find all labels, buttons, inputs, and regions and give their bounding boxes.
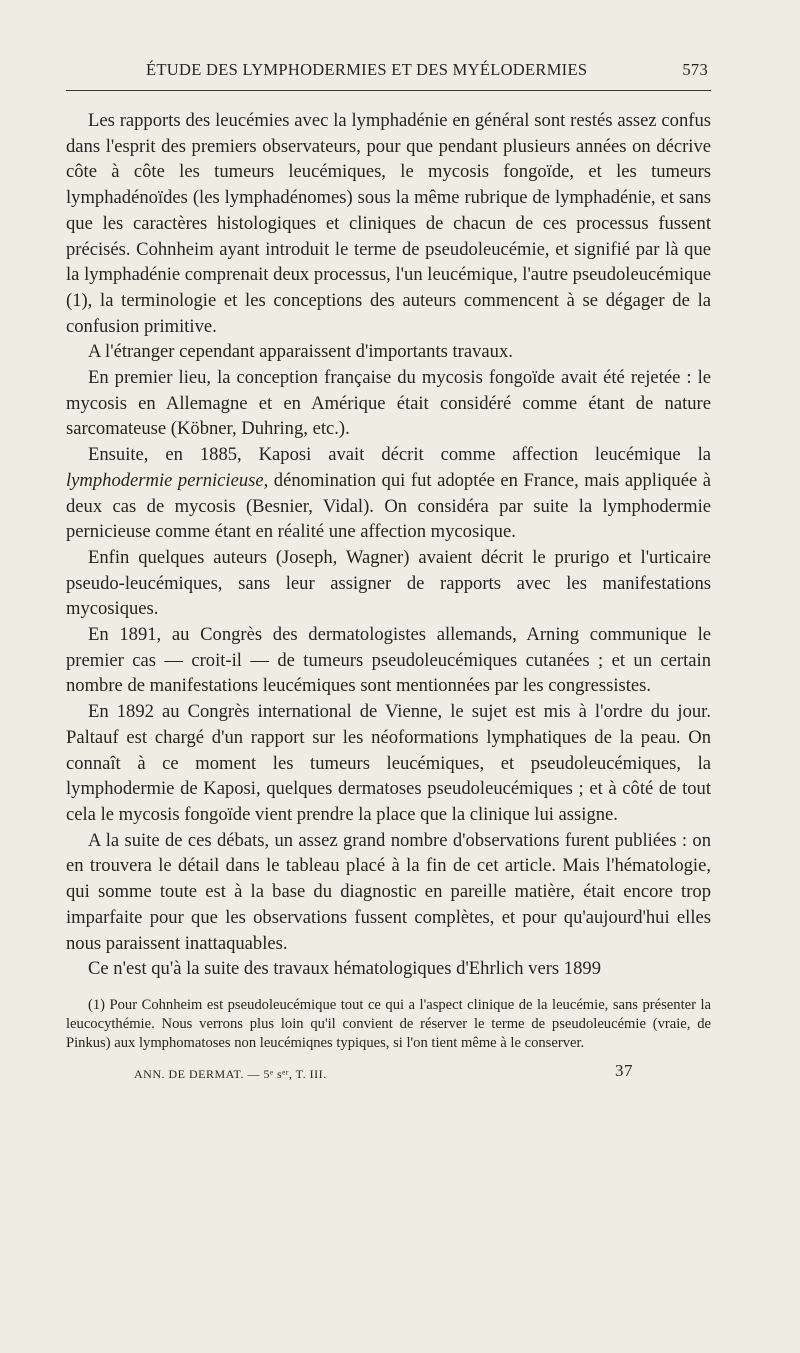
signature-mark: 37 bbox=[615, 1060, 633, 1080]
journal-reference: ANN. DE DERMAT. — 5ᵉ sᵉʳ, T. III. bbox=[134, 1066, 327, 1081]
paragraph-4 bbox=[66, 442, 711, 545]
footnote-1: (1) Pour Cohnheim est pseudoleucémique tout ce qui a l'aspect clinique de la leucémie, sans présenter la leucocythémie. Nous verrons plus loin qu'il convient de réserver le terme de pseudoleucémie (vraie, de Pinkus) aux lymphomatoses non leucémiqnes typiques, si l'on tient même à le conserver. bbox=[66, 996, 711, 1051]
paragraph-9: Ce n'est qu'à la suite des travaux hématologiques d'Ehrlich vers 1899 bbox=[88, 958, 601, 980]
paragraph-5: Enfin quelques auteurs (Joseph, Wagner) avaient décrit le prurigo et l'urticaire pseudo-leucémiques, sans leur assigner de rapports avec les manifestations mycosiques. bbox=[66, 546, 711, 620]
paragraph-6: En 1891, au Congrès des dermatologistes allemands, Arning communique le premier cas — croit-il — de tumeurs pseudoleucémiques cutanées ; et un certain nombre de manifestations leucémiques sont mentionnées par les congressistes. bbox=[66, 624, 711, 697]
paragraph-3: En premier lieu, la conception française du mycosis fongoïde avait été rejetée : le mycosis en Allemagne et en Amérique était considéré comme étant de nature sarcomateuse (Köbner, Duhring, etc.). bbox=[66, 367, 711, 440]
main-text bbox=[66, 108, 711, 982]
running-title: ÉTUDE DES LYMPHODERMIES ET DES MYÉLODERMIES bbox=[146, 60, 588, 79]
paragraph-7: En 1892 au Congrès international de Vienne, le sujet est mis à l'ordre du jour. Paltauf est chargé d'un rapport sur les néoformations lymphatiques de la peau. On connaît à ce moment les tumeurs leucémiques, et pseudoleucémiques, la lymphodermie de Kaposi, quelques dermatoses pseudoleucémiques ; et à côté de tout cela le mycosis fongoïde vient prendre la place que la clinique lui assigne. bbox=[66, 701, 711, 825]
page-footer bbox=[66, 1061, 711, 1085]
paragraph-4-italic-term: lymphodermie pernicieuse, bbox=[66, 469, 269, 491]
header-rule bbox=[66, 90, 711, 91]
running-header bbox=[66, 52, 711, 82]
page-number: 573 bbox=[682, 60, 708, 79]
footnote bbox=[66, 996, 711, 1053]
paragraph-8: A la suite de ces débats, un assez grand nombre d'observations furent publiées : on en trouvera le détail dans le tableau placé à la fin de cet article. Mais l'hématologie, qui somme toute est à la base du diagnostic en pareille matière, était encore trop imparfaite pour que les observations fussent complètes, et pour qu'aujourd'hui elles nous paraissent inattaquables. bbox=[66, 829, 711, 954]
paragraph-2: A l'étranger cependant apparaissent d'importants travaux. bbox=[88, 341, 513, 363]
paragraph-4-start: Ensuite, en 1885, Kaposi avait décrit comme affection leucémique la bbox=[88, 444, 711, 466]
paragraph-1: Les rapports des leucémies avec la lymphadénie en général sont restés assez confus dans l'esprit des premiers observateurs, pour que pendant plusieurs années on décrive côte à côte les tumeurs leucémiques, le mycosis fongoïde, et les tumeurs lymphadénoïdes (les lymphadénomes) sous la même rubrique de lymphadénie, et sans que les caractères histologiques et cliniques de chacun de ces processus fussent précisés. Cohnheim ayant introduit le terme de pseudoleucémie, et signifié par là que la lymphadénie comprenait deux processus, l'un leucémique, l'autre pseudoleucémique (1), la terminologie et les conceptions des auteurs commencent à se dégager de la confusion primitive. bbox=[66, 110, 711, 337]
book-page bbox=[66, 52, 711, 1085]
paragraph-4-end: dénomination qui fut adoptée en France, mais appliquée à deux cas de mycosis (Besnier, Vidal). On considéra par suite la lymphodermie pernicieuse comme étant en réalité une affection mycosique. bbox=[66, 469, 712, 543]
